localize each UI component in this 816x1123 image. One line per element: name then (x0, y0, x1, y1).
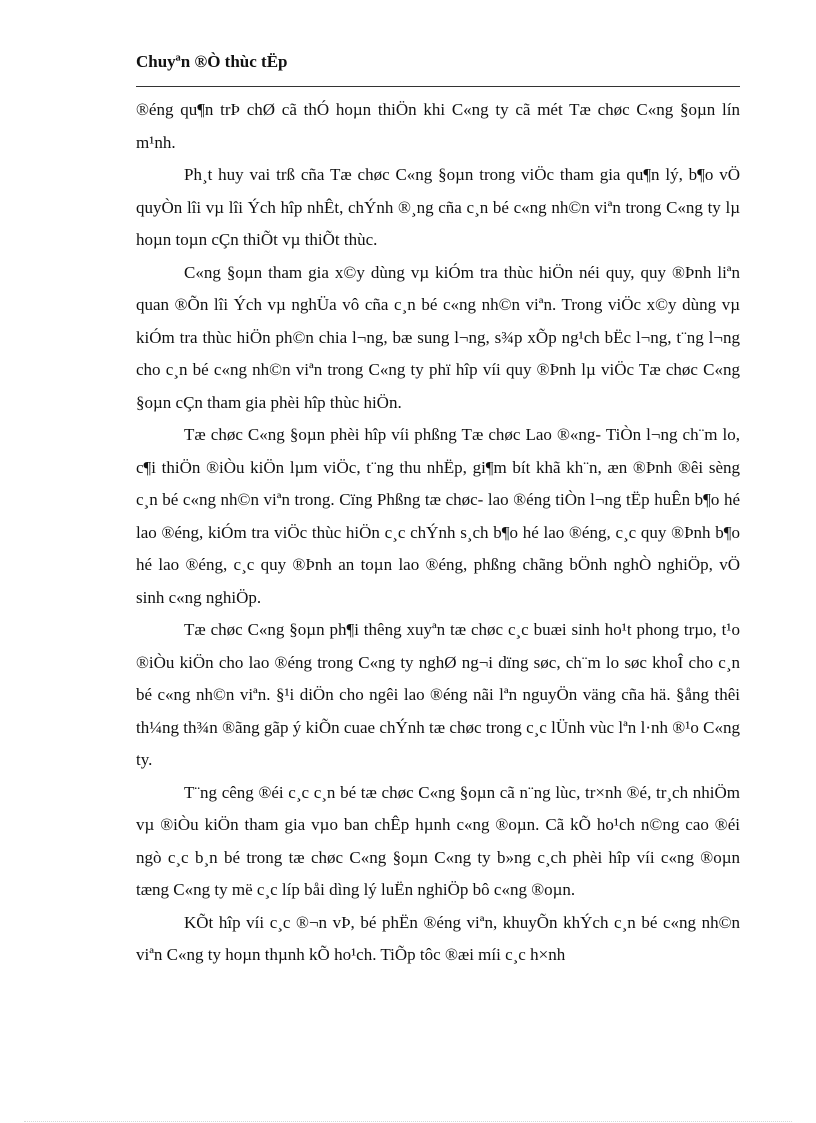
paragraph: KÕt hîp víi c¸c ®¬n vÞ, bé phËn ®éng viªn, khuyÕn khÝch c¸n bé c«ng nh©n viªn C«ng ty hoµn thµnh kÕ ho¹ch. TiÕp tôc ®æi míi c¸c h×nh (136, 912, 740, 964)
header-rule (136, 86, 740, 87)
page-bottom-border (24, 1121, 792, 1122)
paragraph: C«ng §oµn tham gia x©y dùng vµ kiÓm tra thùc hiÖn néi quy, quy ®Þnh liªn quan ®Õn lîi Ých vµ nghÜa vô cña c¸n bé c«ng nh©n viªn. Trong viÖc x©y dùng vµ kiÓm tra thùc hiÖn ph©n chia l¬ng, bæ sung l¬ng, s¾p xÕp ng¹ch bËc l¬ng, t¨ng l¬ng cho c¸n bé c«ng nh©n viªn trong C«ng ty phï hîp víi quy ®Þnh lµ viÖc Tæ chøc C«ng §oµn cÇn tham gia phèi hîp thùc hiÖn. (136, 262, 740, 412)
paragraph: Tæ chøc C«ng §oµn phèi hîp víi phßng Tæ chøc Lao ®«ng- TiÒn l¬ng ch¨m lo, c¶i thiÖn ®iÒu kiÖn lµm viÖc, t¨ng thu nhËp, gi¶m bít khã kh¨n, æn ®Þnh ®êi sèng c¸n bé c«ng nh©n viªn trong. Cïng Phßng tæ chøc- lao ®éng tiÒn l¬ng tËp huÊn b¶o hé lao ®éng, kiÓm tra viÖc thùc hiÖn c¸c chÝnh s¸ch b¶o hé lao ®éng, c¸c quy ®Þnh b¶o hé lao ®éng, c¸c quy ®Þnh an toµn lao ®éng, phßng chãng bÖnh nghÒ nghiÖp, vÖ sinh c«ng nghiÖp. (136, 425, 740, 607)
paragraph: T¨ng cêng ®éi c¸c c¸n bé tæ chøc C«ng §oµn cã n¨ng lùc, tr×nh ®é, tr¸ch nhiÖm vµ ®iÒu kiÖn tham gia vµo ban chÊp hµnh c«ng ®oµn. Cã kÕ ho¹ch n©ng cao ®éi ngò c¸c b¸n bé trong tæ chøc C«ng §oµn C«ng ty b»ng c¸ch phèi hîp víi c«ng ®oµn tæng C«ng ty më c¸c líp båi dìng lý luËn nghiÖp bô c«ng ®oµn. (136, 782, 740, 899)
paragraph: Tæ chøc C«ng §oµn ph¶i thêng xuyªn tæ chøc c¸c buæi sinh ho¹t phong trµo, t¹o ®iÒu kiÖn cho lao ®éng trong C«ng ty nghØ ng¬i dïng søc, ch¨m lo søc khoÎ cho c¸n bé c«ng nh©n viªn. §¹i diÖn cho ngêi lao ®éng nãi lªn nguyÖn väng cña hä. §ång thêi th¼ng th¾n ®ãng gãp ý kiÕn cuae chÝnh tæ chøc trong c¸c lÜnh vùc lªn l·nh ®¹o C«ng ty. (136, 620, 740, 769)
paragraph: ®éng qu¶n trÞ chØ cã thÓ hoµn thiÖn khi C«ng ty cã mét Tæ chøc C«ng §oµn lín m¹nh. (136, 100, 740, 152)
document-body (136, 94, 740, 972)
page-header-title: Chuyªn ®Ò thùc tËp (136, 52, 288, 71)
paragraph: Ph¸t huy vai trß cña Tæ chøc C«ng §oµn trong viÖc tham gia qu¶n lý, b¶o vÖ quyÒn lîi vµ lîi Ých hîp nhÊt, chÝnh ®¸ng cña c¸n bé c«ng nh©n viªn trong C«ng ty lµ hoµn toµn cÇn thiÕt vµ thiÕt thùc. (136, 165, 740, 249)
